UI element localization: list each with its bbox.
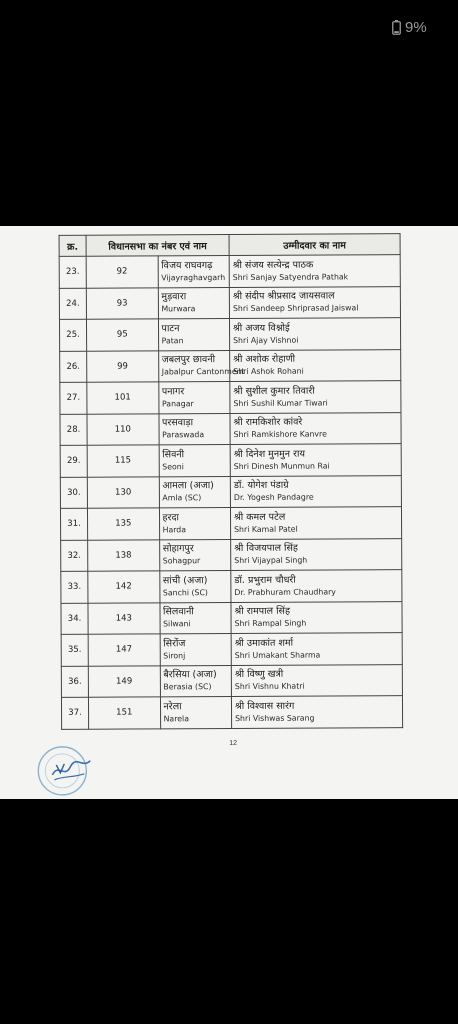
candidate-cell <box>231 601 402 633</box>
table-row <box>60 507 401 540</box>
constituency-name-hindi: सांची (अजा) <box>162 574 208 587</box>
candidate-cell <box>231 696 402 728</box>
constituency-cell <box>159 602 231 634</box>
serial-cell: 26. <box>60 351 87 383</box>
constituency-name-hindi: परसवाड़ा <box>162 417 194 429</box>
header-candidate: उम्मीदवार का नाम <box>229 234 400 256</box>
constituency-name-english: Seoni <box>162 461 184 472</box>
table-row <box>59 286 400 319</box>
constituency-cell <box>160 665 232 697</box>
table-row <box>59 255 400 288</box>
candidate-name-english: Shri Vishwas Sarang <box>235 713 315 723</box>
candidate-cell <box>230 412 401 444</box>
constituency-name-english: Sohagpur <box>162 556 201 566</box>
constituency-cell <box>158 350 245 382</box>
candidate-name-english: Dr. Prabhuram Chaudhary <box>234 587 336 597</box>
candidate-name-hindi: डॉ. प्रभुराम चौधरी <box>234 574 296 586</box>
constituency-number: 101 <box>87 382 159 414</box>
status-bar <box>0 0 458 56</box>
candidate-name-english: Shri Umakant Sharma <box>234 650 321 660</box>
candidate-name-english: Shri Ramkishore Kanvre <box>233 429 327 440</box>
serial-cell: 33. <box>61 571 88 603</box>
candidate-name-hindi: श्री विष्णु खत्री <box>234 668 284 681</box>
constituency-name-hindi: सोहागपुर <box>162 543 194 555</box>
constituency-name-english: Panagar <box>161 398 194 409</box>
constituency-name-english: Paraswada <box>162 430 205 440</box>
constituency-number: 92 <box>86 256 158 288</box>
serial-cell: 34. <box>61 603 88 635</box>
candidate-cell <box>231 664 402 696</box>
candidate-name-english: Shri Sushil Kumar Tiwari <box>233 398 328 408</box>
candidate-name-english: Shri Rampal Singh <box>234 618 307 629</box>
stamp-seal <box>34 745 94 797</box>
serial-cell: 29. <box>60 445 87 477</box>
constituency-number: 147 <box>88 634 160 666</box>
header-constituency: विधानसभा का नंबर एवं नाम <box>86 234 229 256</box>
constituency-name-hindi: विजय राघवगढ़ <box>161 259 213 272</box>
candidate-cell <box>230 507 401 539</box>
candidate-name-hindi: श्री विश्वास सारंग <box>234 700 295 712</box>
constituency-cell <box>158 255 230 287</box>
constituency-cell <box>158 381 230 413</box>
table-row <box>61 538 402 571</box>
candidate-cell <box>230 444 401 476</box>
constituency-name-hindi: नरेला <box>163 701 182 713</box>
constituency-number: 99 <box>87 350 159 382</box>
candidate-name-english: Shri Sanjay Satyendra Pathak <box>232 272 349 282</box>
constituency-name-english: Patan <box>161 335 184 346</box>
constituency-name-hindi: आमला (अजा) <box>162 480 214 492</box>
constituency-name-hindi: पनागर <box>161 385 185 398</box>
candidate-cell <box>231 538 402 570</box>
constituency-cell <box>160 633 232 665</box>
serial-cell: 24. <box>59 288 86 320</box>
constituency-number: 110 <box>87 413 159 445</box>
table-row <box>60 475 401 508</box>
candidate-cell <box>229 318 400 350</box>
table-row <box>60 381 401 414</box>
serial-cell: 27. <box>60 382 87 414</box>
candidate-name-english: Shri Sandeep Shriprasad Jaiswal <box>232 303 359 314</box>
candidate-name-hindi: श्री रामकिशोर कांवरे <box>233 416 303 429</box>
constituency-cell <box>158 287 230 319</box>
constituency-number: 138 <box>88 539 160 571</box>
candidate-cell <box>229 286 400 318</box>
table-row <box>61 601 402 634</box>
candidate-name-hindi: श्री रामपाल सिंह <box>234 605 291 618</box>
constituency-name-english: Silwani <box>163 619 191 629</box>
candidate-cell <box>230 475 401 507</box>
constituency-cell <box>159 444 231 476</box>
table-row <box>61 570 402 603</box>
candidate-name-english: Shri Dinesh Munmun Rai <box>233 461 330 471</box>
serial-cell: 23. <box>59 256 86 288</box>
table-row <box>59 318 400 351</box>
constituency-name-english: Amla (SC) <box>162 493 202 503</box>
constituency-cell <box>160 696 232 728</box>
constituency-number: 95 <box>86 319 158 351</box>
constituency-name-english: Murwara <box>161 304 196 314</box>
serial-cell: 30. <box>60 477 87 509</box>
table-header-row <box>59 234 400 257</box>
constituency-cell <box>159 476 231 508</box>
serial-cell: 37. <box>61 697 88 729</box>
candidate-table <box>59 233 404 729</box>
table-row <box>60 444 401 477</box>
constituency-cell <box>158 413 230 445</box>
candidate-cell <box>230 381 401 413</box>
table-row <box>60 349 401 382</box>
constituency-number: 142 <box>88 571 160 603</box>
candidate-name-english: Shri Vijaypal Singh <box>234 555 308 566</box>
candidate-name-hindi: श्री अशोक रोहाणी <box>233 353 296 366</box>
serial-cell: 28. <box>60 414 87 446</box>
constituency-name-hindi: मुड़वारा <box>161 291 187 303</box>
candidate-name-english: Shri Ashok Rohani <box>233 366 304 377</box>
candidate-name-english: Shri Kamal Patel <box>234 524 298 534</box>
candidate-cell <box>231 570 402 602</box>
page-number: 12 <box>229 739 238 748</box>
candidate-name-hindi: डॉ. योगेश पंडाग्रे <box>233 479 289 492</box>
table-row <box>61 696 402 729</box>
constituency-number: 130 <box>87 476 159 508</box>
constituency-cell <box>159 570 231 602</box>
table-row <box>61 633 402 666</box>
constituency-name-hindi: हरदा <box>162 512 179 524</box>
serial-cell: 35. <box>61 634 88 666</box>
constituency-name-hindi: बैरसिया (अजा) <box>163 669 217 681</box>
table-body <box>59 255 402 729</box>
candidate-name-hindi: श्री कमल पटेल <box>233 511 286 523</box>
candidate-cell <box>230 349 401 381</box>
serial-cell: 25. <box>59 319 86 351</box>
constituency-name-english: Narela <box>163 713 189 724</box>
constituency-number: 135 <box>87 508 159 540</box>
constituency-cell <box>159 539 231 571</box>
serial-cell: 36. <box>61 666 88 698</box>
battery-percent: 9% <box>405 19 427 36</box>
constituency-name-english: Sanchi (SC) <box>162 587 208 598</box>
table-row <box>60 412 401 445</box>
candidate-name-hindi: श्री विजयपाल सिंह <box>234 542 298 555</box>
candidate-name-hindi: श्री उमाकांत शर्मा <box>234 637 294 649</box>
constituency-number: 143 <box>88 602 160 634</box>
document-photo <box>0 226 458 799</box>
constituency-number: 115 <box>87 445 159 477</box>
candidate-cell <box>229 255 400 287</box>
serial-cell: 32. <box>61 540 88 572</box>
constituency-name-english: Jabalpur Cantonment <box>161 367 245 377</box>
candidate-name-hindi: श्री अजय विश्नोई <box>233 322 290 334</box>
constituency-name-hindi: पाटन <box>161 323 180 335</box>
constituency-name-english: Vijayraghavgarh <box>161 272 226 283</box>
constituency-number: 93 <box>86 287 158 319</box>
constituency-name-hindi: सिलवानी <box>162 606 194 618</box>
candidate-name-hindi: श्री संदीप श्रीप्रसाद जायसवाल <box>232 290 335 303</box>
battery-indicator <box>392 19 427 36</box>
candidate-cell <box>231 633 402 665</box>
candidate-name-english: Dr. Yogesh Pandagre <box>233 492 314 503</box>
candidate-name-hindi: श्री संजय सत्येन्द्र पाठक <box>232 259 314 271</box>
constituency-name-english: Harda <box>162 524 187 535</box>
header-serial: क्र. <box>59 235 86 256</box>
candidate-name-hindi: श्री दिनेश मुनमुन राय <box>233 448 305 460</box>
table-row <box>61 664 402 697</box>
constituency-name-english: Sironj <box>163 650 186 661</box>
constituency-number: 149 <box>88 665 160 697</box>
candidate-name-english: Shri Vishnu Khatri <box>234 681 305 692</box>
constituency-name-hindi: सिवनी <box>162 448 185 461</box>
constituency-number: 151 <box>88 697 160 729</box>
constituency-name-english: Berasia (SC) <box>163 682 212 692</box>
constituency-name-hindi: सिरोंज <box>163 637 186 650</box>
constituency-cell <box>158 318 230 350</box>
candidate-name-english: Shri Ajay Vishnoi <box>233 335 299 345</box>
constituency-name-hindi: जबलपुर छावनी <box>161 354 216 366</box>
constituency-cell <box>159 507 231 539</box>
battery-icon <box>392 20 401 35</box>
serial-cell: 31. <box>60 508 87 540</box>
candidate-name-hindi: श्री सुशील कुमार तिवारी <box>233 385 315 397</box>
